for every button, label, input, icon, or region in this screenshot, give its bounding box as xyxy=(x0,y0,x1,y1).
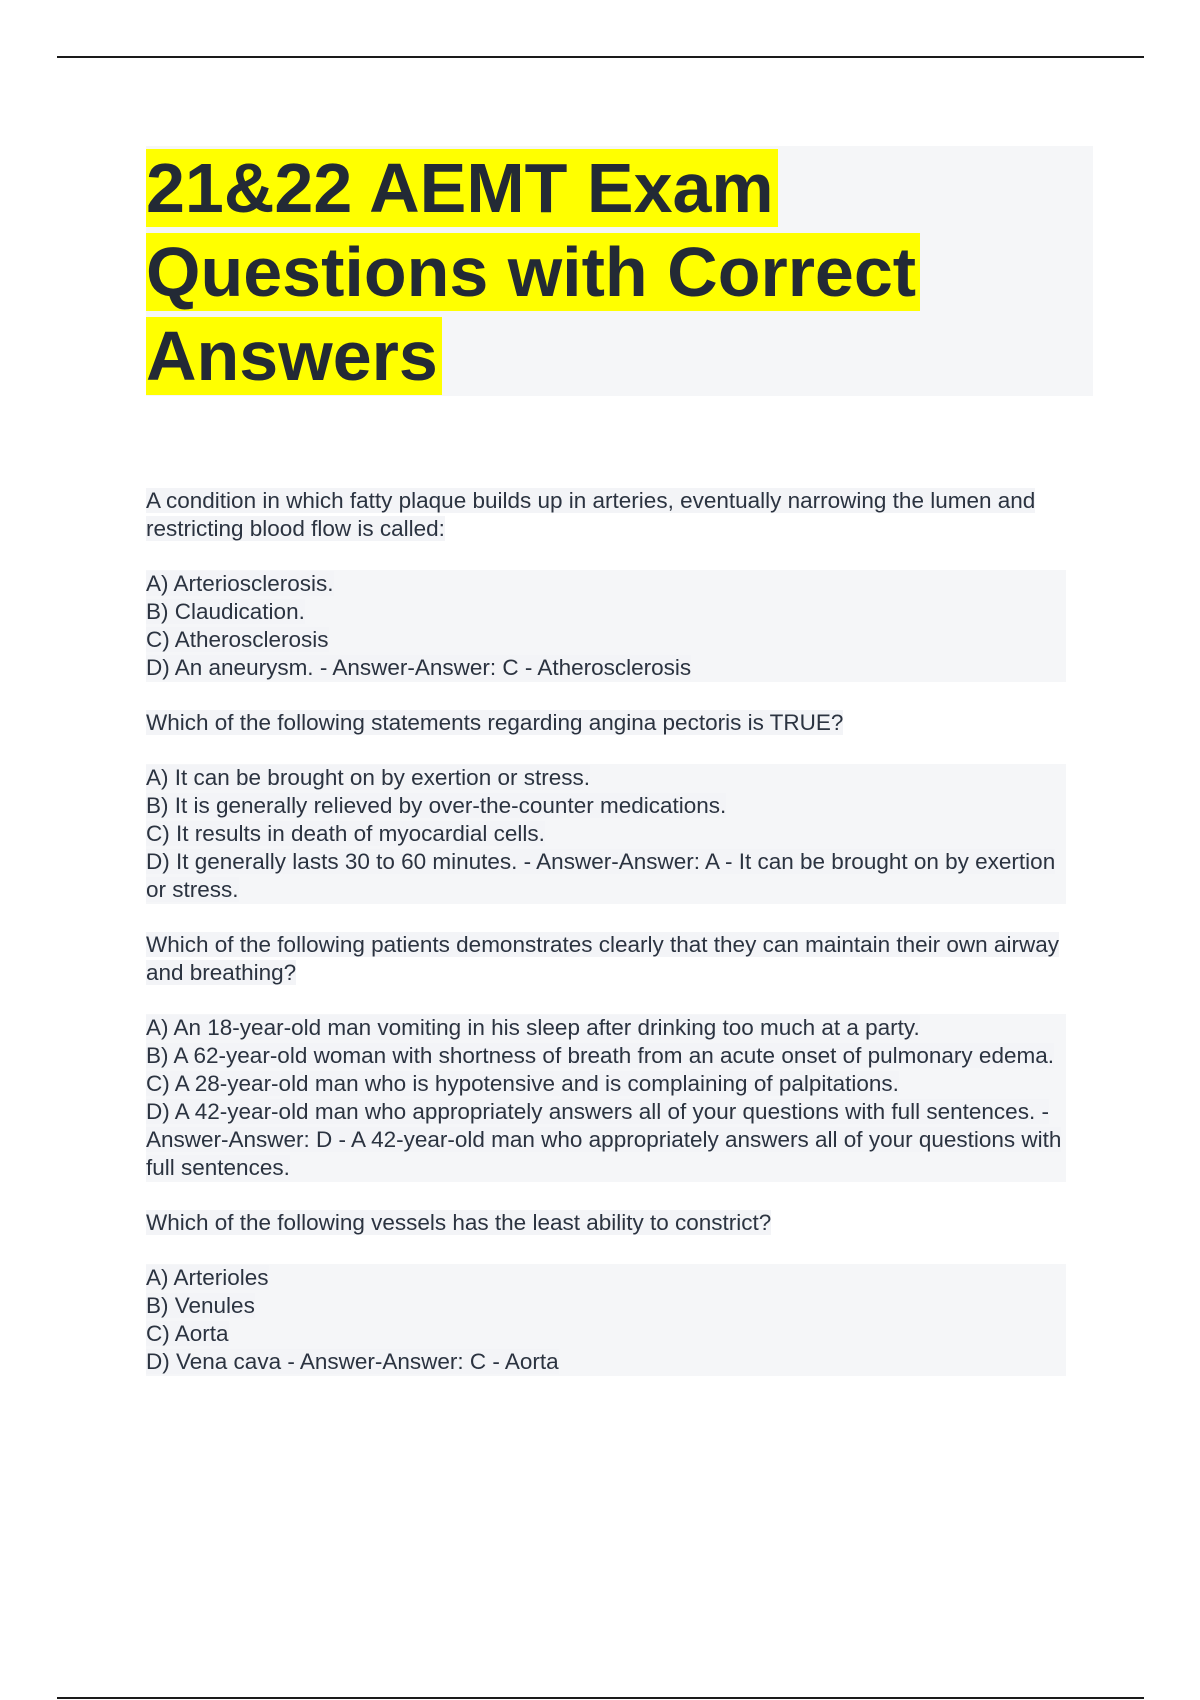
title-line-text: Answers xyxy=(146,317,442,395)
question-item xyxy=(146,931,1066,1182)
question-text-content: Which of the following vessels has the least ability to constrict? xyxy=(146,1210,772,1235)
option-item xyxy=(146,1264,1066,1292)
option-text: C) Atherosclerosis xyxy=(146,627,329,652)
option-item xyxy=(146,1070,1066,1098)
top-rule xyxy=(57,56,1144,58)
option-item xyxy=(146,598,1066,626)
option-text: A) An 18-year-old man vomiting in his sleep after drinking too much at a party. xyxy=(146,1015,920,1040)
question-text xyxy=(146,709,1066,737)
option-text: C) Aorta xyxy=(146,1321,229,1346)
options-list xyxy=(146,764,1066,904)
question-text xyxy=(146,487,1066,543)
option-text: A) It can be brought on by exertion or stress. xyxy=(146,765,590,790)
option-item xyxy=(146,792,1066,820)
option-item-answer xyxy=(146,654,1066,682)
options-list xyxy=(146,1014,1066,1182)
title-line xyxy=(146,230,1093,314)
title-line xyxy=(146,314,1093,398)
option-text: B) A 62-year-old woman with shortness of breath from an acute onset of pulmonary edema. xyxy=(146,1043,1054,1068)
title-line xyxy=(146,146,1093,230)
option-item xyxy=(146,1320,1066,1348)
option-item-answer xyxy=(146,1348,1066,1376)
bottom-rule xyxy=(57,1697,1144,1699)
option-text: D) It generally lasts 30 to 60 minutes. - Answer-Answer: A - It can be brought on by exertion or stress. xyxy=(146,849,1056,902)
question-text xyxy=(146,1209,1066,1237)
option-item xyxy=(146,820,1066,848)
option-item xyxy=(146,764,1066,792)
title-line-text: Questions with Correct xyxy=(146,233,920,311)
question-item xyxy=(146,487,1066,682)
page-title xyxy=(146,146,1093,398)
option-item xyxy=(146,626,1066,654)
option-item xyxy=(146,1042,1066,1070)
option-text: D) Vena cava - Answer-Answer: C - Aorta xyxy=(146,1349,559,1374)
option-text: C) It results in death of myocardial cells. xyxy=(146,821,545,846)
option-text: B) Venules xyxy=(146,1293,255,1318)
questions-list xyxy=(146,487,1066,1403)
question-item xyxy=(146,709,1066,904)
option-text: D) A 42-year-old man who appropriately answers all of your questions with full sentences. - Answer-Answer: D - A 42-year-old man who appropriately answers all of your questions with full sentences. xyxy=(146,1099,1062,1180)
option-item xyxy=(146,1014,1066,1042)
options-list xyxy=(146,570,1066,682)
option-text: B) It is generally relieved by over-the-counter medications. xyxy=(146,793,727,818)
question-text xyxy=(146,931,1066,987)
title-line-text: 21&22 AEMT Exam xyxy=(146,149,778,227)
question-text-content: Which of the following patients demonstrates clearly that they can maintain their own airway and breathing? xyxy=(146,932,1059,985)
option-text: A) Arterioles xyxy=(146,1265,269,1290)
question-text-content: Which of the following statements regarding angina pectoris is TRUE? xyxy=(146,710,844,735)
option-item xyxy=(146,570,1066,598)
options-list xyxy=(146,1264,1066,1376)
title-block xyxy=(146,146,1093,396)
option-item-answer xyxy=(146,848,1066,904)
option-item xyxy=(146,1292,1066,1320)
option-text: D) An aneurysm. - Answer-Answer: C - Atherosclerosis xyxy=(146,655,692,680)
option-text: B) Claudication. xyxy=(146,599,305,624)
option-text: C) A 28-year-old man who is hypotensive and is complaining of palpitations. xyxy=(146,1071,899,1096)
question-item xyxy=(146,1209,1066,1376)
option-text: A) Arteriosclerosis. xyxy=(146,571,334,596)
question-text-content: A condition in which fatty plaque builds up in arteries, eventually narrowing the lumen and restricting blood flow is called: xyxy=(146,488,1036,541)
option-item-answer xyxy=(146,1098,1066,1182)
